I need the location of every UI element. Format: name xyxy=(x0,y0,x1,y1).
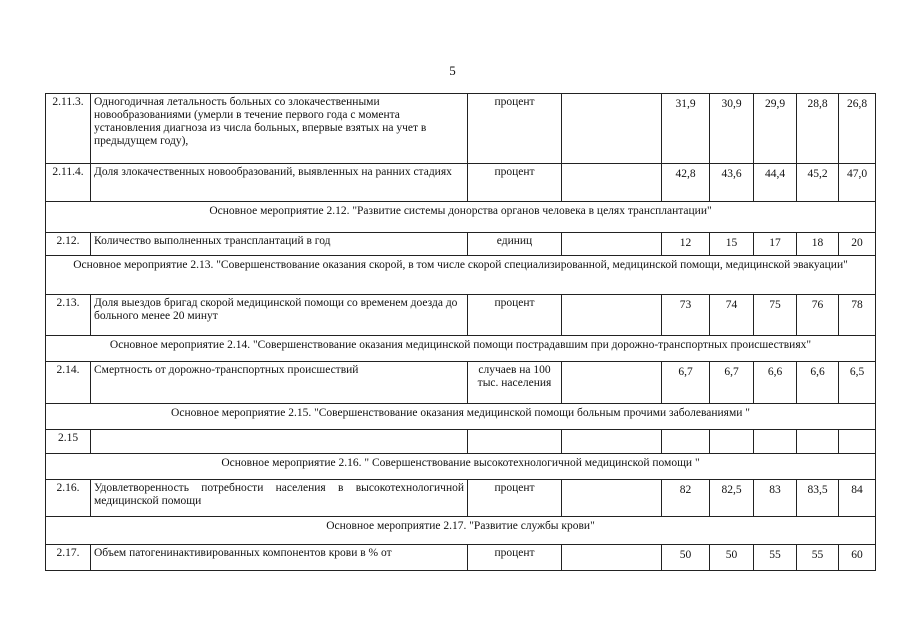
indicator-name xyxy=(91,430,468,454)
section-title: Основное мероприятие 2.17. "Развитие службы крови" xyxy=(46,517,876,545)
indicator-value xyxy=(754,430,797,454)
indicator-value: 83 xyxy=(754,480,797,517)
indicator-value: 28,8 xyxy=(797,94,839,164)
indicator-value: 73 xyxy=(662,295,710,336)
section-row xyxy=(46,517,876,545)
indicator-unit: процент xyxy=(468,480,562,517)
section-row xyxy=(46,404,876,430)
indicator-value: 31,9 xyxy=(662,94,710,164)
indicator-unit xyxy=(468,430,562,454)
indicator-extra xyxy=(562,164,662,202)
indicator-value xyxy=(839,430,876,454)
indicator-extra xyxy=(562,362,662,404)
table-row xyxy=(46,164,876,202)
indicator-number: 2.15 xyxy=(46,430,91,454)
indicator-number: 2.11.3. xyxy=(46,94,91,164)
section-row xyxy=(46,454,876,480)
indicator-number: 2.14. xyxy=(46,362,91,404)
section-title: Основное мероприятие 2.14. "Совершенствование оказания медицинской помощи пострадавшим при дорожно-транспортных происшествиях" xyxy=(46,336,876,362)
indicator-value: 76 xyxy=(797,295,839,336)
indicator-value xyxy=(662,430,710,454)
indicator-value: 44,4 xyxy=(754,164,797,202)
indicator-value: 50 xyxy=(710,545,754,571)
indicator-value: 20 xyxy=(839,233,876,256)
indicator-unit: случаев на 100 тыс. населения xyxy=(468,362,562,404)
indicators-table xyxy=(45,93,876,571)
indicator-value: 26,8 xyxy=(839,94,876,164)
indicator-extra xyxy=(562,94,662,164)
indicator-value: 12 xyxy=(662,233,710,256)
indicator-value: 29,9 xyxy=(754,94,797,164)
table-row xyxy=(46,233,876,256)
indicator-name: Смертность от дорожно-транспортных происшествий xyxy=(91,362,468,404)
indicator-number: 2.17. xyxy=(46,545,91,571)
indicator-value: 83,5 xyxy=(797,480,839,517)
indicator-value: 55 xyxy=(754,545,797,571)
indicator-value: 6,6 xyxy=(754,362,797,404)
indicator-extra xyxy=(562,480,662,517)
indicator-value: 75 xyxy=(754,295,797,336)
table-row xyxy=(46,480,876,517)
indicator-extra xyxy=(562,545,662,571)
indicator-extra xyxy=(562,430,662,454)
indicator-value: 42,8 xyxy=(662,164,710,202)
indicator-name: Доля выездов бригад скорой медицинской помощи со временем доезда до больного менее 20 минут xyxy=(91,295,468,336)
section-title: Основное мероприятие 2.16. " Совершенствование высокотехнологичной медицинской помощи " xyxy=(46,454,876,480)
section-title: Основное мероприятие 2.15. "Совершенствование оказания медицинской помощи больным прочими заболеваниями " xyxy=(46,404,876,430)
indicator-value: 47,0 xyxy=(839,164,876,202)
indicator-extra xyxy=(562,295,662,336)
table-row xyxy=(46,545,876,571)
indicator-value: 50 xyxy=(662,545,710,571)
section-title: Основное мероприятие 2.13. "Совершенствование оказания скорой, в том числе скорой специализированной, медицинской помощи, медицинской эвакуации" xyxy=(46,256,876,295)
page-number: 5 xyxy=(449,63,456,78)
indicator-unit: процент xyxy=(468,545,562,571)
table-row xyxy=(46,295,876,336)
indicator-number: 2.16. xyxy=(46,480,91,517)
indicator-value xyxy=(710,430,754,454)
indicator-unit: процент xyxy=(468,295,562,336)
indicator-value: 43,6 xyxy=(710,164,754,202)
indicator-value: 84 xyxy=(839,480,876,517)
indicator-value: 6,7 xyxy=(710,362,754,404)
indicator-name: Доля злокачественных новообразований, выявленных на ранних стадиях xyxy=(91,164,468,202)
table-row xyxy=(46,362,876,404)
table-row xyxy=(46,430,876,454)
indicator-unit: процент xyxy=(468,94,562,164)
indicator-value xyxy=(797,430,839,454)
indicator-value: 15 xyxy=(710,233,754,256)
indicator-value: 78 xyxy=(839,295,876,336)
indicator-value: 17 xyxy=(754,233,797,256)
indicator-value: 55 xyxy=(797,545,839,571)
indicator-value: 60 xyxy=(839,545,876,571)
indicator-name: Удовлетворенность потребности населения в высокотехнологичной медицинской помощи xyxy=(91,480,468,517)
indicator-unit: единиц xyxy=(468,233,562,256)
section-row xyxy=(46,202,876,233)
indicator-value: 30,9 xyxy=(710,94,754,164)
indicator-value: 45,2 xyxy=(797,164,839,202)
indicator-value: 82,5 xyxy=(710,480,754,517)
indicator-value: 6,6 xyxy=(797,362,839,404)
indicator-value: 6,5 xyxy=(839,362,876,404)
indicator-value: 82 xyxy=(662,480,710,517)
indicator-value: 6,7 xyxy=(662,362,710,404)
indicator-number: 2.13. xyxy=(46,295,91,336)
section-row xyxy=(46,336,876,362)
section-row xyxy=(46,256,876,295)
indicator-name: Количество выполненных трансплантаций в год xyxy=(91,233,468,256)
indicator-name: Одногодичная летальность больных со злокачественными новообразованиями (умерли в течение первого года с момента установления диагноза из числа больных, впервые взятых на учет в предыдущем году), xyxy=(91,94,468,164)
indicator-name: Объем патогенинактивированных компонентов крови в % от xyxy=(91,545,468,571)
indicator-value: 18 xyxy=(797,233,839,256)
indicator-extra xyxy=(562,233,662,256)
section-title: Основное мероприятие 2.12. "Развитие системы донорства органов человека в целях трансплантации" xyxy=(46,202,876,233)
indicator-number: 2.11.4. xyxy=(46,164,91,202)
table-row xyxy=(46,94,876,164)
indicator-number: 2.12. xyxy=(46,233,91,256)
indicator-value: 74 xyxy=(710,295,754,336)
indicator-unit: процент xyxy=(468,164,562,202)
